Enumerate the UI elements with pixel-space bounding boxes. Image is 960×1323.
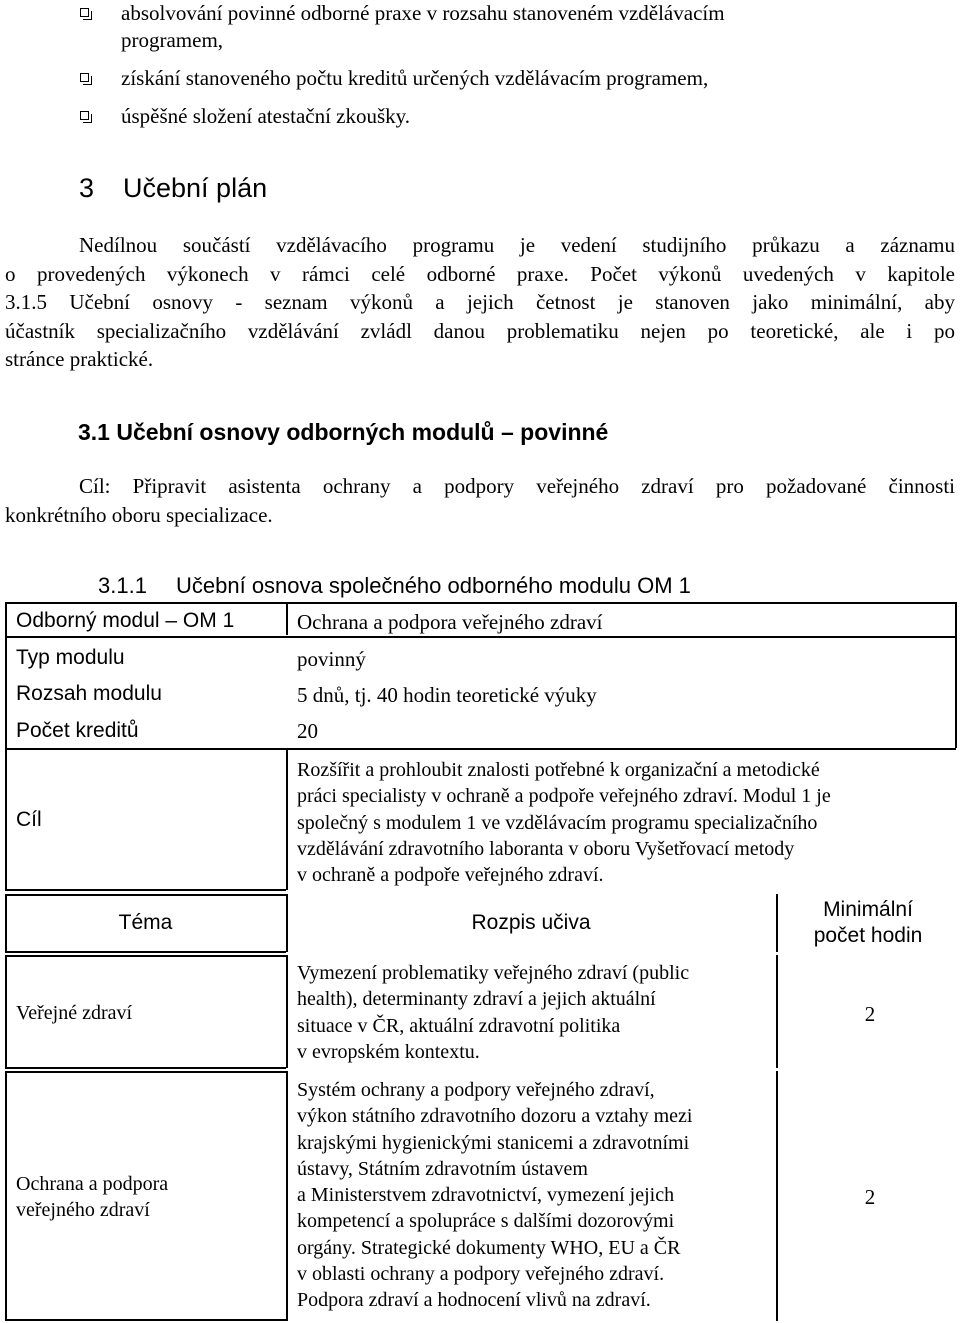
table-border: [5, 894, 286, 896]
credits-value: 20: [297, 719, 318, 743]
table-border: [5, 889, 286, 891]
table-border: [286, 602, 288, 635]
goal-line: Rozšířit a prohloubit znalosti potřebné k organizační a metodické: [297, 759, 820, 781]
description-line: Systém ochrany a podpory veřejného zdraví,: [297, 1079, 655, 1101]
topic-name-line: veřejného zdraví: [16, 1199, 150, 1221]
scope-value: 5 dnů, tj. 40 hodin teoretické výuky: [297, 683, 597, 707]
table-border: [5, 750, 7, 890]
type-value: povinný: [297, 647, 366, 671]
table-border: [5, 955, 286, 957]
section-number: 3: [79, 173, 95, 203]
goal-paragraph: [5, 472, 955, 529]
table-border: [5, 1319, 286, 1321]
topic-header: Téma: [118, 911, 173, 934]
paragraph-line: účastník specializačního vzdělávání zvládl danou problematiku nejen po teoretické, ale i po: [5, 318, 955, 343]
topic-name: [16, 1171, 276, 1223]
paragraph-line: konkrétního oboru specializace.: [5, 502, 273, 527]
hours-header-line: počet hodin: [813, 924, 923, 947]
table-border: [5, 748, 956, 750]
credits-label: Počet kreditů: [16, 719, 139, 742]
description-line: a Ministerstvem zdravotnictví, vymezení jejich: [297, 1184, 675, 1207]
table-border: [5, 951, 286, 953]
description-line: výkon státního zdravotního dozoru a vztahy mezi: [297, 1105, 693, 1128]
table-border: [5, 955, 7, 1068]
table-border: [955, 602, 957, 748]
paragraph-line: stránce praktické.: [5, 347, 154, 372]
table-border: [5, 1071, 286, 1073]
scope-label: Rozsah modulu: [16, 682, 162, 705]
description-line: v evropském kontextu.: [297, 1040, 480, 1063]
subsection-heading: 3.1 Učební osnovy odborných modulů – povinné: [78, 419, 609, 445]
paragraph-line: 3.1.5 Učební osnovy - seznam výkonů a jejich četnost je stanoven jako minimální, aby: [5, 290, 955, 315]
description-line: v oblasti ochrany a podpory veřejného zdraví.: [297, 1263, 665, 1286]
description-line: Vymezení problematiky veřejného zdraví (public: [297, 962, 690, 984]
table-border: [5, 1067, 286, 1069]
table-border: [5, 1071, 7, 1321]
list-item-text: úspěšné složení atestační zkoušky.: [121, 104, 411, 128]
description-line: ústavy, Státním zdravotním ústavem: [297, 1157, 588, 1180]
type-label: Typ modulu: [16, 646, 125, 669]
goal-line: vzdělávání zdravotního laboranta v oboru Vyšetřovací metody: [297, 837, 795, 860]
goal-line: v ochraně a podpoře veřejného zdraví.: [297, 864, 604, 887]
goal-line: práci specialisty v ochraně a podpoře veřejného zdraví. Modul 1 je: [297, 785, 831, 808]
section-heading: [79, 171, 267, 205]
checkbox-bullet-icon: [80, 111, 89, 120]
description-line: orgány. Strategické dokumenty WHO, EU a ČR: [297, 1236, 681, 1259]
list-item-text: získání stanoveného počtu kreditů určených vzdělávacím programem,: [121, 66, 709, 90]
table-border: [5, 602, 7, 748]
subsubsection-number: 3.1.1: [98, 573, 147, 598]
checkbox-bullet-icon: [80, 73, 89, 82]
intro-paragraph: [5, 231, 955, 374]
goal-text: [297, 757, 937, 888]
goal-label: Cíl: [16, 808, 42, 831]
topic-hours: 2: [864, 1185, 876, 1209]
topic-description: [297, 960, 777, 1065]
table-border: [286, 1071, 288, 1321]
goal-line: společný s modulem 1 ve vzdělávacím programu specializačního: [297, 811, 818, 834]
hours-header-line: Minimální: [823, 898, 913, 921]
paragraph-line: Nedílnou součástí vzdělávacího programu je vedení studijního průkazu a záznamu: [79, 233, 955, 257]
subsubsection-heading: [98, 572, 691, 600]
list-item-text: programem,: [121, 28, 224, 52]
topic-name: Veřejné zdraví: [16, 1002, 133, 1024]
paragraph-line: Cíl: Připravit asistenta ochrany a podpory veřejného zdraví pro požadované činnosti: [79, 474, 955, 498]
topic-description: [297, 1077, 777, 1314]
description-line: kompetencí a spolupráce s dalšími dozorovými: [297, 1210, 675, 1233]
topic-hours: 2: [864, 1002, 876, 1026]
module-value: Ochrana a podpora veřejného zdraví: [297, 610, 603, 634]
topic-name-line: Ochrana a podpora: [16, 1173, 169, 1195]
description-line: Podpora zdraví a hodnocení vlivů na zdraví.: [297, 1289, 651, 1312]
checkbox-bullet-icon: [80, 8, 89, 17]
description-line: krajskými hygienickými stanicemi a zdravotními: [297, 1131, 690, 1154]
description-line: health), determinanty zdraví a jejich aktuální: [297, 988, 656, 1011]
paragraph-line: o provedených výkonech v rámci celé odborné praxe. Počet výkonů uvedených v kapitole: [5, 261, 955, 286]
table-border: [286, 955, 288, 1068]
table-border: [5, 636, 956, 638]
module-label: Odborný modul – OM 1: [16, 609, 235, 632]
subsubsection-title: Učební osnova společného odborného modulu OM 1: [176, 573, 691, 598]
section-title: Učební plán: [123, 173, 268, 203]
description-line: situace v ČR, aktuální zdravotní politika: [297, 1014, 621, 1037]
syllabus-header: Rozpis učiva: [471, 911, 591, 934]
hours-header: [776, 897, 960, 949]
list-item-text: absolvování povinné odborné praxe v rozsahu stanoveném vzdělávacím: [121, 1, 725, 25]
table-border: [5, 602, 956, 604]
table-border: [286, 750, 288, 890]
